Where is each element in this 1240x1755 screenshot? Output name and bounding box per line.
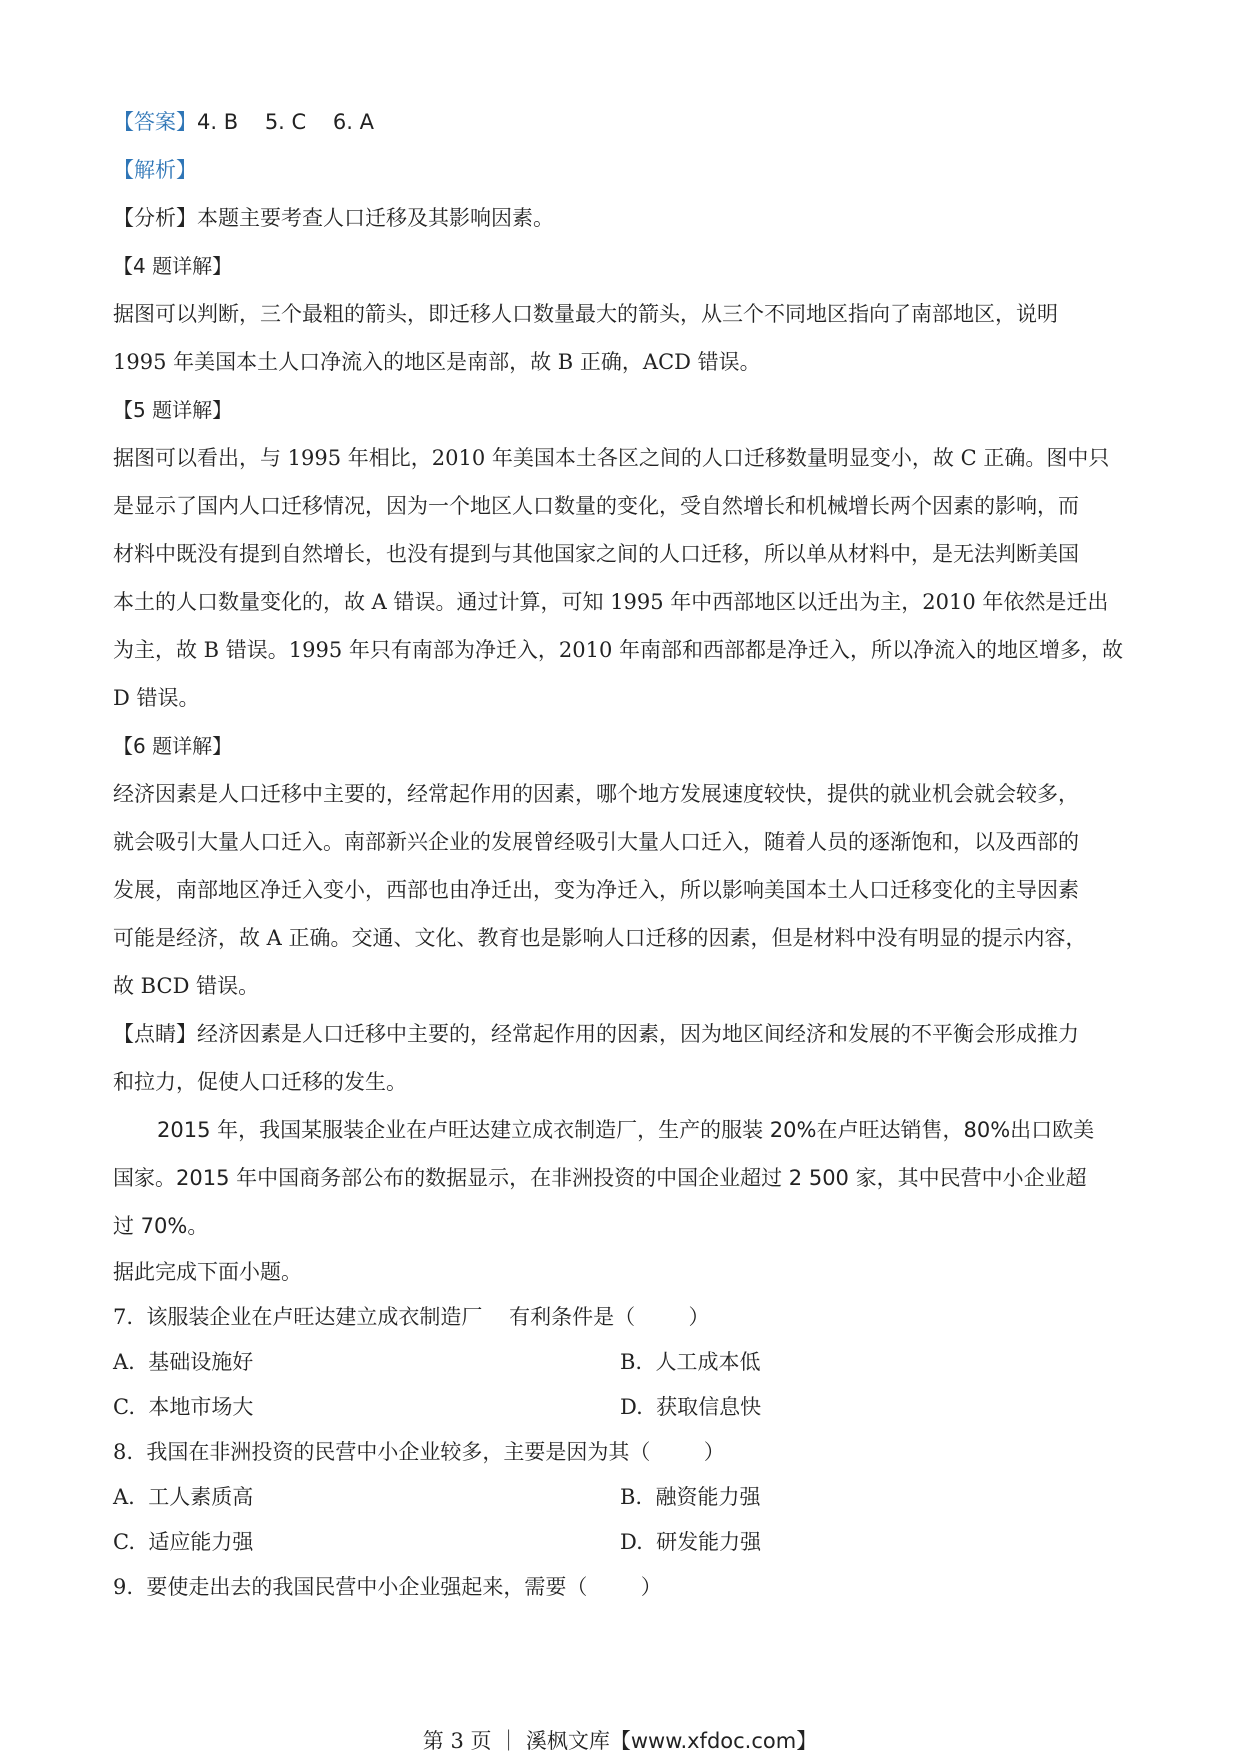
footer-bracket: 】 (796, 1729, 818, 1753)
page-footer (0, 1727, 1240, 1755)
question-8-stem: 8. 我国在非洲投资的民营中小企业较多，主要是因为其（ ） (113, 1440, 725, 1464)
answer-value: 4. B 5. C 6. A (197, 110, 374, 134)
material-line: 过 70%。 (113, 1214, 209, 1238)
answer-line (113, 98, 1133, 146)
option-b[interactable]: B. 融资能力强 (620, 1485, 761, 1509)
page-content (113, 98, 1133, 1610)
footer-page-number: 第 3 页 ｜ (422, 1729, 520, 1753)
fenxi-line (113, 194, 1133, 242)
option-b[interactable]: B. 人工成本低 (620, 1350, 761, 1374)
analysis-label: 【解析】 (113, 158, 197, 182)
q4-heading: 【4 题详解】 (113, 254, 233, 278)
option-a[interactable]: A. 基础设施好 (113, 1350, 254, 1374)
q5-text-line: 是显示了国内人口迁移情况，因为一个地区人口数量的变化，受自然增长和机械增长两个因素的影响，而 (113, 494, 1079, 518)
q6-heading: 【6 题详解】 (113, 734, 233, 758)
material-line: 国家。2015 年中国商务部公布的数据显示，在非洲投资的中国企业超过 2 500 家，其中民营中小企业超 (113, 1166, 1087, 1190)
q5-heading: 【5 题详解】 (113, 398, 233, 422)
footer-brand: 溪枫文库【 (525, 1729, 631, 1753)
footer-url-link[interactable]: www.xfdoc.com (630, 1729, 797, 1753)
dianjing-line: 【点睛】经济因素是人口迁移中主要的，经常起作用的因素，因为地区间经济和发展的不平衡会形成推力 (113, 1022, 1079, 1046)
material-line: 2015 年，我国某服装企业在卢旺达建立成衣制造厂，生产的服装 20%在卢旺达销售，80%出口欧美 (157, 1118, 1095, 1142)
dianjing-line: 和拉力，促使人口迁移的发生。 (113, 1070, 407, 1094)
q6-text-line: 就会吸引大量人口迁入。南部新兴企业的发展曾经吸引大量人口迁入，随着人员的逐渐饱和，以及西部的 (113, 830, 1079, 854)
question-7-stem: 7. 该服装企业在卢旺达建立成衣制造厂 有利条件是（ ） (113, 1305, 710, 1329)
q6-text-line: 经济因素是人口迁移中主要的，经常起作用的因素，哪个地方发展速度较快，提供的就业机会就会较多， (113, 782, 1079, 806)
question-7-options-row (113, 1340, 1133, 1385)
q4-text-line: 1995 年美国本土人口净流入的地区是南部，故 B 正确，ACD 错误。 (113, 350, 761, 374)
q6-text-line: 发展，南部地区净迁入变小，西部也由净迁出，变为净迁入，所以影响美国本土人口迁移变化的主导因素 (113, 878, 1079, 902)
q5-text-line: 据图可以看出，与 1995 年相比，2010 年美国本土各区之间的人口迁移数量明显变小，故 C 正确。图中只 (113, 446, 1110, 470)
option-c[interactable]: C. 本地市场大 (113, 1395, 254, 1419)
q5-text-line: D 错误。 (113, 686, 200, 710)
q6-text-line: 可能是经济，故 A 正确。交通、文化、教育也是影响人口迁移的因素，但是材料中没有明显的提示内容， (113, 926, 1087, 950)
option-d[interactable]: D. 研发能力强 (620, 1530, 762, 1554)
question-8-options-row (113, 1520, 1133, 1565)
question-7-options-row (113, 1385, 1133, 1430)
answer-label: 【答案】 (113, 110, 197, 134)
instruction: 据此完成下面小题。 (113, 1260, 302, 1284)
option-c[interactable]: C. 适应能力强 (113, 1530, 254, 1554)
option-a[interactable]: A. 工人素质高 (113, 1485, 254, 1509)
question-8-options-row (113, 1475, 1133, 1520)
fenxi-label: 【分析】 (113, 206, 197, 230)
q6-text-line: 故 BCD 错误。 (113, 974, 260, 998)
question-9-stem: 9. 要使走出去的我国民营中小企业强起来，需要（ ） (113, 1575, 662, 1599)
q5-text-line: 为主，故 B 错误。1995 年只有南部为净迁入，2010 年南部和西部都是净迁入，所以净流入的地区增多，故 (113, 638, 1124, 662)
q4-text-line: 据图可以判断，三个最粗的箭头，即迁移人口数量最大的箭头，从三个不同地区指向了南部地区，说明 (113, 302, 1058, 326)
option-d[interactable]: D. 获取信息快 (620, 1395, 762, 1419)
fenxi-text: 本题主要考查人口迁移及其影响因素。 (197, 206, 554, 230)
q5-text-line: 本土的人口数量变化的，故 A 错误。通过计算，可知 1995 年中西部地区以迁出为主，2010 年依然是迁出 (113, 590, 1109, 614)
q5-text-line: 材料中既没有提到自然增长，也没有提到与其他国家之间的人口迁移，所以单从材料中，是无法判断美国 (113, 542, 1079, 566)
